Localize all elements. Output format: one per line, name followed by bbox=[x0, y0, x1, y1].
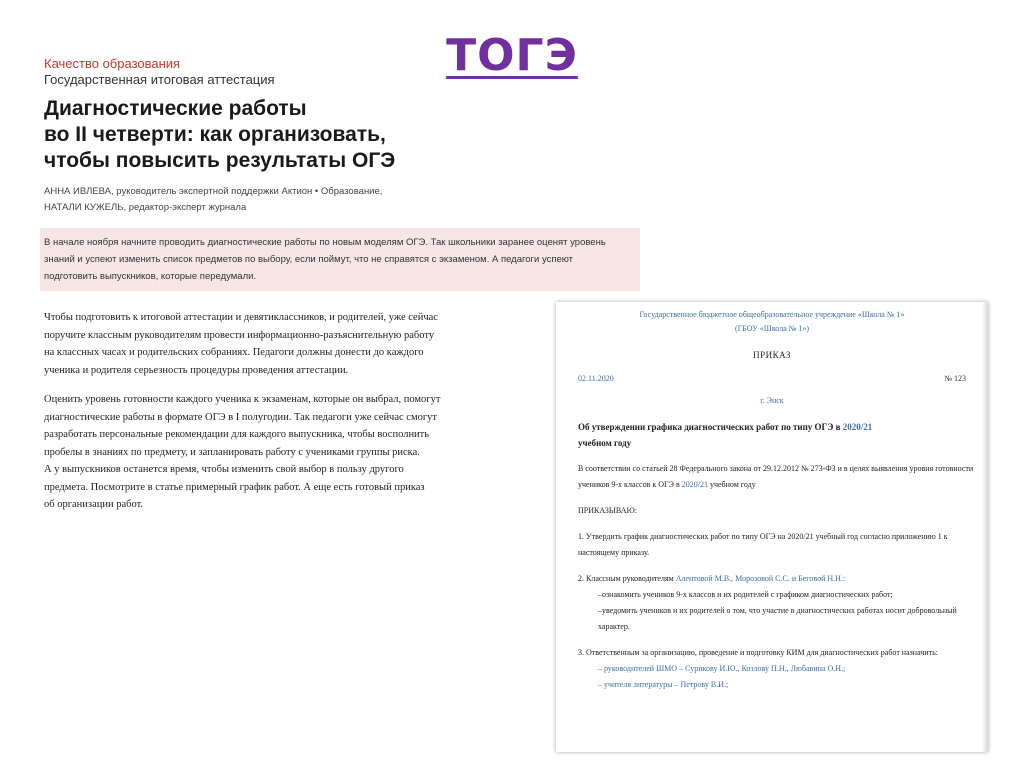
doc-city: г. Энск bbox=[760, 396, 784, 405]
kicker-category: Качество образования bbox=[44, 56, 181, 71]
item-2: 2. Классным руководителям Алентовой М.В., Морозовой С.С. и Беговой Н.Н.: bbox=[578, 574, 846, 583]
org-name: Государственное бюджетное общеобразовательное учреждение «Школа № 1» bbox=[639, 310, 905, 319]
item-2-a: –ознакомить учеников 9-х классов и их родителей с графиком диагностических работ; bbox=[598, 590, 893, 599]
kicker-subcategory: Государственная итоговая аттестация bbox=[44, 72, 275, 87]
item-2-b: –уведомить учеников и их родителей о том, что участие в диагностических работах носит добровольный характер. bbox=[598, 606, 957, 631]
doc-type: ПРИКАЗ bbox=[753, 350, 791, 360]
prikazyvayu: ПРИКАЗЫВАЮ: bbox=[578, 506, 637, 515]
slide-title: ТОГЭ bbox=[446, 30, 578, 81]
item-3: 3. Ответственным за организацию, проведение и подготовку КИМ для диагностических работ назначить: bbox=[578, 648, 938, 657]
org-short-name: (ГБОУ «Школа № 1») bbox=[734, 324, 810, 333]
date-number-row bbox=[556, 374, 988, 390]
doc-subject: Об утверждении графика диагностических работ по типу ОГЭ в 2020/21 учебном году bbox=[578, 422, 873, 448]
item-1: 1. Утвердить график диагностических работ по типу ОГЭ на 2020/21 учебный год согласно приложению 1 к настоящему приказу. bbox=[578, 532, 948, 557]
article-lead: В начале ноября начните проводить диагностические работы по новым моделям ОГЭ. Так школьники заранее оценят уровень знаний и успеют изменить список предметов по выбору, если поймут, что не справятся с экзаменом. А педагоги успеют подготовить выпускников, которые передумали. bbox=[40, 228, 640, 291]
article-headline: Диагностические работы во II четверти: как организовать, чтобы повысить результаты ОГЭ bbox=[44, 97, 396, 172]
doc-intro: В соответствии со статьей 28 Федерального закона от 29.12.2012 № 273-ФЗ и в целях выявления уровня готовности учеников 9-х классов к ОГЭ в 2020/21 учебном году bbox=[578, 464, 974, 489]
article-byline: АННА ИВЛЕВА, руководитель экспертной поддержки Актион • Образование, НАТАЛИ КУЖЕЛЬ, редактор-эксперт журнала bbox=[44, 186, 383, 213]
item-3-a: – руководителей ШМО – Сурикову И.Ю., Козлову П.Н., Любавина О.Н.; bbox=[598, 664, 846, 673]
item-3-b: – учителя литературы – Петрову В.И.; bbox=[598, 680, 729, 689]
doc-date: 02.11.2020 bbox=[578, 374, 614, 383]
article-body: Чтобы подготовить к итоговой аттестации и девятиклассников, и родителей, уже сейчас поручите классным руководителям провести информационно-разъяснительную работу на классных часах и родительских собраниях. Педагоги должны донести до каждого ученика и родителя серьезность процедуры проведения аттестации. Оценить уровень готовности каждого ученика к экзаменам, которые он выбрал, помогут диагностические работы в формате ОГЭ в I полугодии. Так педагоги уже сейчас смогут разработать персональные рекомендации для каждого выпускника, чтобы восполнить пробелы в знаниях по предмету, и запланировать работу с учениками группы риска. А у выпускников останется время, чтобы изменить свой выбор в пользу другого предмета. Посмотрите в статье примерный график работ. А еще есть готовый приказ об организации работ. bbox=[44, 312, 441, 510]
article-clipping bbox=[44, 56, 644, 514]
doc-number: № 123 bbox=[944, 374, 966, 383]
order-document bbox=[556, 302, 988, 752]
